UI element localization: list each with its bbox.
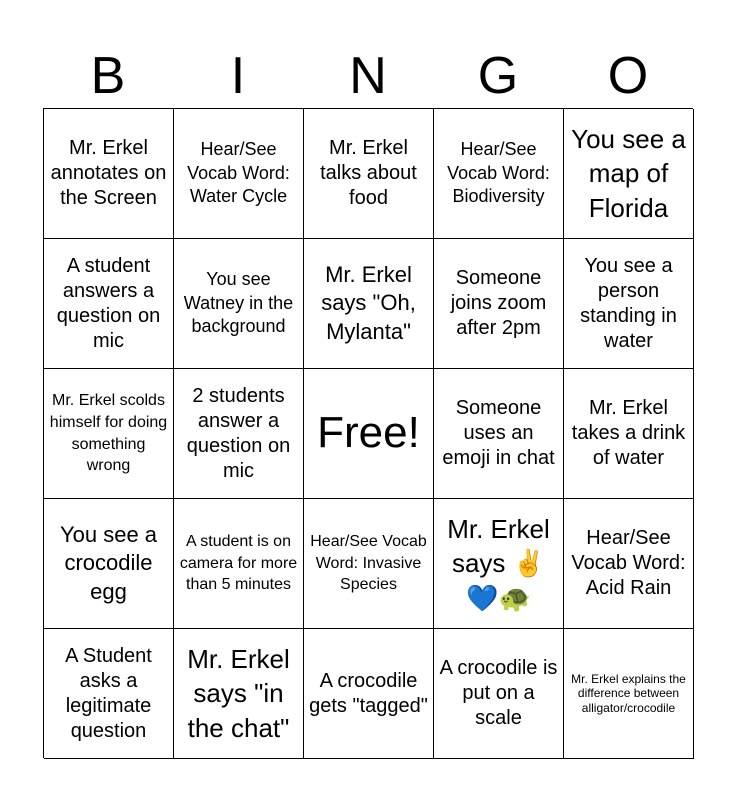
bingo-cell-r4c2[interactable]: A student is on camera for more than 5 minutes (174, 499, 304, 629)
bingo-cell-r2c4[interactable]: Someone joins zoom after 2pm (434, 239, 564, 369)
bingo-cell-r4c5[interactable]: Hear/See Vocab Word: Acid Rain (564, 499, 694, 629)
bingo-cell-r3c4[interactable]: Someone uses an emoji in chat (434, 369, 564, 499)
bingo-cell-r1c4[interactable]: Hear/See Vocab Word: Biodiversity (434, 109, 564, 239)
bingo-cell-r1c3[interactable]: Mr. Erkel talks about food (304, 109, 434, 239)
header-letter-o: O (607, 47, 649, 105)
header-letter-i: I (230, 47, 246, 105)
bingo-cell-r2c2[interactable]: You see Watney in the background (174, 239, 304, 369)
bingo-cell-r3c2[interactable]: 2 students answer a question on mic (174, 369, 304, 499)
header-letter-b: B (90, 47, 126, 105)
bingo-cell-r5c3[interactable]: A crocodile gets "tagged" (304, 629, 434, 759)
bingo-cell-r5c1[interactable]: A Student asks a legitimate question (44, 629, 174, 759)
bingo-header (43, 44, 693, 108)
bingo-cell-r5c5[interactable]: Mr. Erkel explains the difference between alligator/crocodile (564, 629, 694, 759)
bingo-cell-r4c3[interactable]: Hear/See Vocab Word: Invasive Species (304, 499, 434, 629)
bingo-cell-r1c1[interactable]: Mr. Erkel annotates on the Screen (44, 109, 174, 239)
bingo-cell-r5c4[interactable]: A crocodile is put on a scale (434, 629, 564, 759)
bingo-cell-r1c5[interactable]: You see a map of Florida (564, 109, 694, 239)
bingo-cell-r2c3[interactable]: Mr. Erkel says "Oh, Mylanta" (304, 239, 434, 369)
bingo-cell-r4c4[interactable]: Mr. Erkel says ✌️💙🐢 (434, 499, 564, 629)
bingo-cell-r3c1[interactable]: Mr. Erkel scolds himself for doing something wrong (44, 369, 174, 499)
header-letter-g: G (477, 47, 519, 105)
bingo-cell-r4c1[interactable]: You see a crocodile egg (44, 499, 174, 629)
bingo-grid (43, 108, 693, 758)
bingo-cell-r1c2[interactable]: Hear/See Vocab Word: Water Cycle (174, 109, 304, 239)
header-letter-n: N (349, 47, 387, 105)
bingo-cell-r5c2[interactable]: Mr. Erkel says "in the chat" (174, 629, 304, 759)
bingo-cell-free[interactable]: Free! (304, 369, 434, 499)
bingo-cell-r2c1[interactable]: A student answers a question on mic (44, 239, 174, 369)
bingo-cell-r3c5[interactable]: Mr. Erkel takes a drink of water (564, 369, 694, 499)
bingo-cell-r2c5[interactable]: You see a person standing in water (564, 239, 694, 369)
